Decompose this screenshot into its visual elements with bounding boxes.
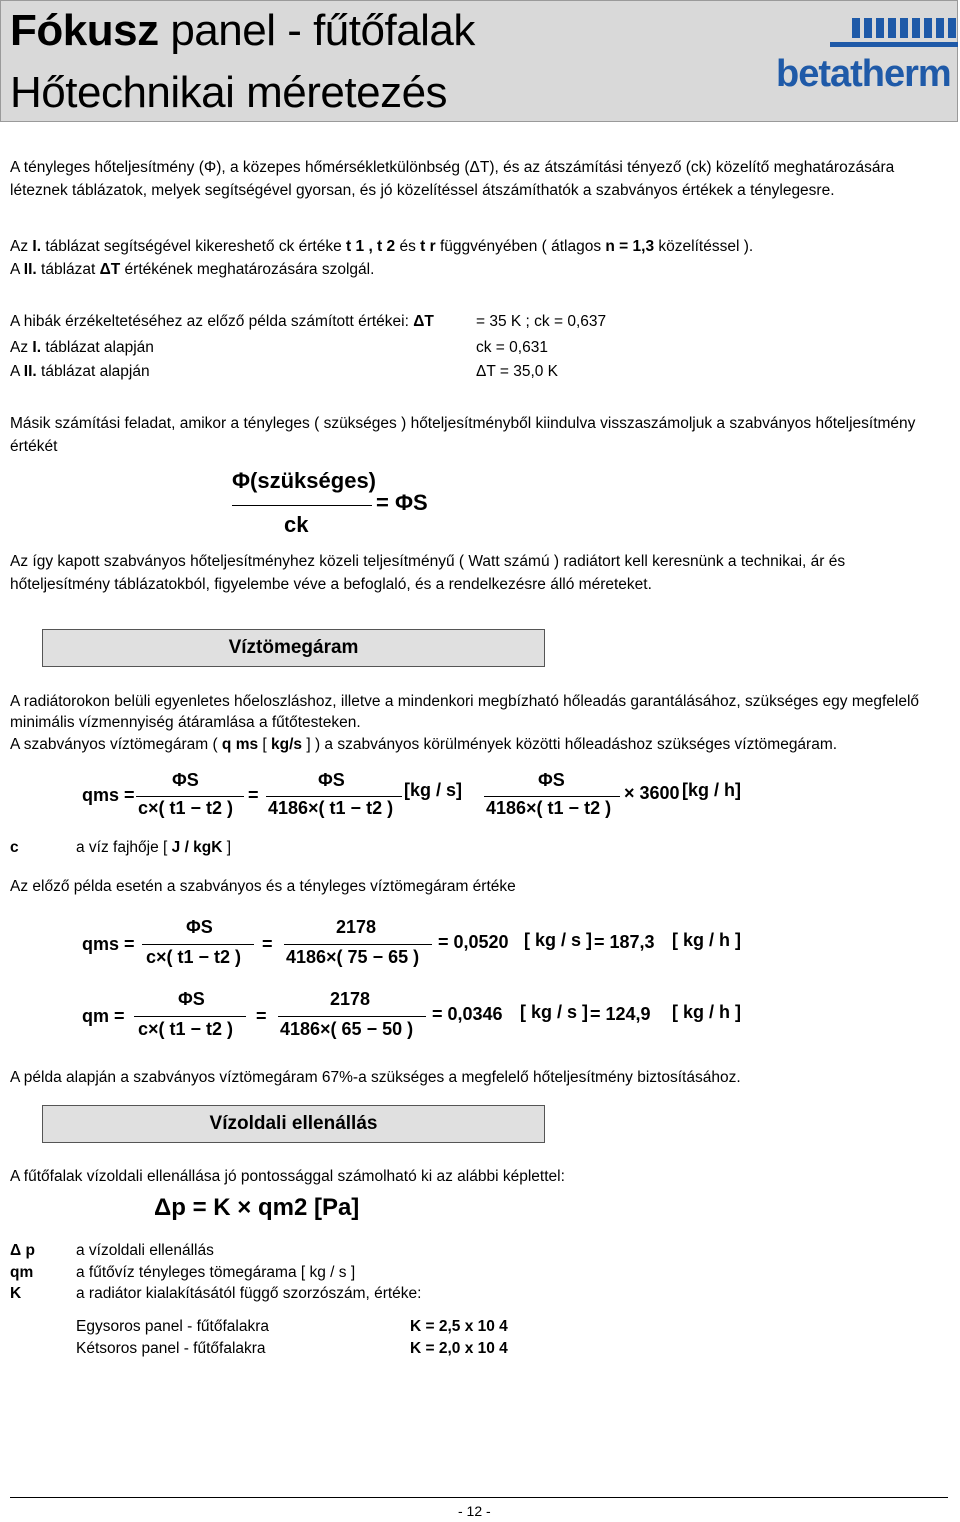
example-intro: Az előző példa esetén a szabványos és a tényleges víztömegáram értéke xyxy=(10,878,516,895)
flow-p1: A radiátorokon belüli egyenletes hőeloszláshoz, illetve a mindenkori megbízható hőleadás garantálásához, szükséges egy megfelelő xyxy=(10,693,920,710)
ex2-bar-1 xyxy=(134,1016,246,1017)
legend-desc-dp: a vízoldali ellenállás xyxy=(76,1242,214,1259)
logo-wordmark: betatherm xyxy=(776,53,951,95)
flow-formula-den-1: c×( t1 − t2 ) xyxy=(138,798,234,818)
after-line-1: Az így kapott szabványos hőteljesítményhez közeli teljesítményű ( Watt számú ) radiátort kell keresnünk a technikai, ár és xyxy=(10,553,846,570)
page-subtitle: Hőtechnikai méretezés xyxy=(10,68,448,117)
flow-formula-num-2: ΦS xyxy=(318,770,345,790)
errors-row-2-value: ck = 0,631 xyxy=(476,339,548,356)
flow-p3: A szabványos víztömegáram ( q ms [ kg/s ] ) a szabványos körülmények közötti hőleadáshoz szükséges víztömegáram. xyxy=(10,736,838,753)
ex2-eq: = xyxy=(256,1006,267,1026)
flow-formula-unit-1: [kg / s] xyxy=(404,780,463,800)
section-title-flow: Víztömegáram xyxy=(42,629,545,667)
ex2-bar-2 xyxy=(278,1016,426,1017)
legend-desc-qm: a fűtővíz tényleges tömegárama [ kg / s ] xyxy=(76,1264,356,1281)
errors-row-1-label: A hibák érzékeltetéséhez az előző példa számított értékei: ΔT xyxy=(10,313,434,330)
ex2-result-kgh: = 124,9 xyxy=(590,1004,651,1024)
k-row-1-value: K = 2,5 x 10 4 xyxy=(410,1318,508,1335)
resist-formula: Δp = K × qm2 [Pa] xyxy=(154,1194,360,1221)
ex2-num-2: 2178 xyxy=(330,989,371,1009)
c-description: a víz fajhője [ J / kgK ] xyxy=(76,839,232,856)
flow-formula-num-1: ΦS xyxy=(172,770,199,790)
betatherm-logo xyxy=(770,14,960,110)
flow-formula-den-2: 4186×( t1 − t2 ) xyxy=(268,798,394,818)
ex1-result-kgs: = 0,0520 xyxy=(438,932,509,952)
ex1-num-1: ΦS xyxy=(186,917,213,937)
flow-formula-den-3: 4186×( t1 − t2 ) xyxy=(486,798,612,818)
ex2-lhs: qm = xyxy=(82,1006,125,1026)
flow-p2: minimális vízmennyiség átáramlása a fűtőtesteken. xyxy=(10,714,361,731)
formula-phi-denominator: ck xyxy=(284,512,309,537)
ex1-den-1: c×( t1 − t2 ) xyxy=(146,947,242,967)
k-row-1-label: Egysoros panel - fűtőfalakra xyxy=(76,1318,269,1335)
flow-formula-eq: = xyxy=(248,785,259,805)
ex1-eq: = xyxy=(262,934,273,954)
intro-line-1: A tényleges hőteljesítmény (Φ), a közepes hőmérsékletkülönbség (ΔT), és az átszámítási tényező (ck) közelítő meghatározására xyxy=(10,159,895,176)
flow-formula-mult: × 3600 xyxy=(624,783,680,803)
flow-formula-lhs: qms = xyxy=(82,785,135,805)
k-row-2-label: Kétsoros panel - fűtőfalakra xyxy=(76,1340,266,1357)
flow-formula-unit-2: [kg / h] xyxy=(682,780,741,800)
ex1-result-kgh: = 187,3 xyxy=(594,932,655,952)
after-line-2: hőteljesítmény táblázatokból, figyelembe véve a befoglaló, és a rendelkezésre álló méreteket. xyxy=(10,576,652,593)
section-title-resistance: Vízoldali ellenállás xyxy=(42,1105,545,1143)
legend-sym-k: K xyxy=(10,1285,22,1302)
page-title: Fókusz panel - fűtőfalak xyxy=(10,6,475,55)
errors-row-3-label: A II. táblázat alapján xyxy=(10,363,150,380)
reverse-line-2: értékét xyxy=(10,438,58,455)
legend-sym-dp: Δ p xyxy=(10,1242,35,1259)
formula-phi-fraction-bar xyxy=(232,505,372,506)
ex2-unit-kgs: [ kg / s ] xyxy=(520,1002,589,1022)
ex1-bar-2 xyxy=(284,944,432,945)
ex1-unit-kgh: [ kg / h ] xyxy=(672,930,741,950)
ex1-den-2: 4186×( 75 − 65 ) xyxy=(286,947,420,967)
c-symbol: c xyxy=(10,839,19,856)
k-row-2-value: K = 2,0 x 10 4 xyxy=(410,1340,508,1357)
flow-formula-bar-3 xyxy=(484,796,620,797)
ex1-lhs: qms = xyxy=(82,934,135,954)
reverse-line-1: Másik számítási feladat, amikor a tényleges ( szükséges ) hőteljesítményből kiindulva visszaszámoljuk a szabványos hőteljesítmény xyxy=(10,415,916,432)
ex1-bar-1 xyxy=(142,944,254,945)
formula-phi-rhs: = ΦS xyxy=(376,490,428,515)
errors-row-3-value: ΔT = 35,0 K xyxy=(476,363,559,380)
flow-conclusion: A példa alapján a szabványos víztömegáram 67%-a szükséges a megfelelő hőteljesítmény biztosításához. xyxy=(10,1069,741,1086)
table-ref-line-1: Az I. táblázat segítségével kikereshető ck értéke t 1 , t 2 és t r függvényében ( átlagos n = 1,3 közelítéssel ). xyxy=(10,238,754,255)
intro-line-2: léteznek táblázatok, melyek segítségével gyorsan, és jó közelítéssel átszámíthatók a szabványos értékek a ténylegesre. xyxy=(10,182,835,199)
resist-intro: A fűtőfalak vízoldali ellenállása jó pontossággal számolható ki az alábbi képlettel: xyxy=(10,1168,565,1185)
errors-row-2-label: Az I. táblázat alapján xyxy=(10,339,154,356)
errors-row-1-value: = 35 K ; ck = 0,637 xyxy=(476,313,607,330)
legend-desc-k: a radiátor kialakításától függő szorzószám, értéke: xyxy=(76,1285,422,1302)
flow-formula-bar-1 xyxy=(136,796,244,797)
footer-rule xyxy=(10,1497,948,1498)
page-number: - 12 - xyxy=(458,1503,491,1519)
ex2-den-1: c×( t1 − t2 ) xyxy=(138,1019,234,1039)
ex2-unit-kgh: [ kg / h ] xyxy=(672,1002,741,1022)
flow-formula-bar-2 xyxy=(266,796,402,797)
ex1-num-2: 2178 xyxy=(336,917,377,937)
table-ref-line-2: A II. táblázat ΔT értékének meghatározására szolgál. xyxy=(10,261,375,278)
ex2-result-kgs: = 0,0346 xyxy=(432,1004,503,1024)
ex1-unit-kgs: [ kg / s ] xyxy=(524,930,593,950)
legend-sym-qm: qm xyxy=(10,1264,34,1281)
formula-phi-numerator: Φ(szükséges) xyxy=(232,468,376,493)
ex2-den-2: 4186×( 65 − 50 ) xyxy=(280,1019,414,1039)
flow-formula-num-3: ΦS xyxy=(538,770,565,790)
ex2-num-1: ΦS xyxy=(178,989,205,1009)
